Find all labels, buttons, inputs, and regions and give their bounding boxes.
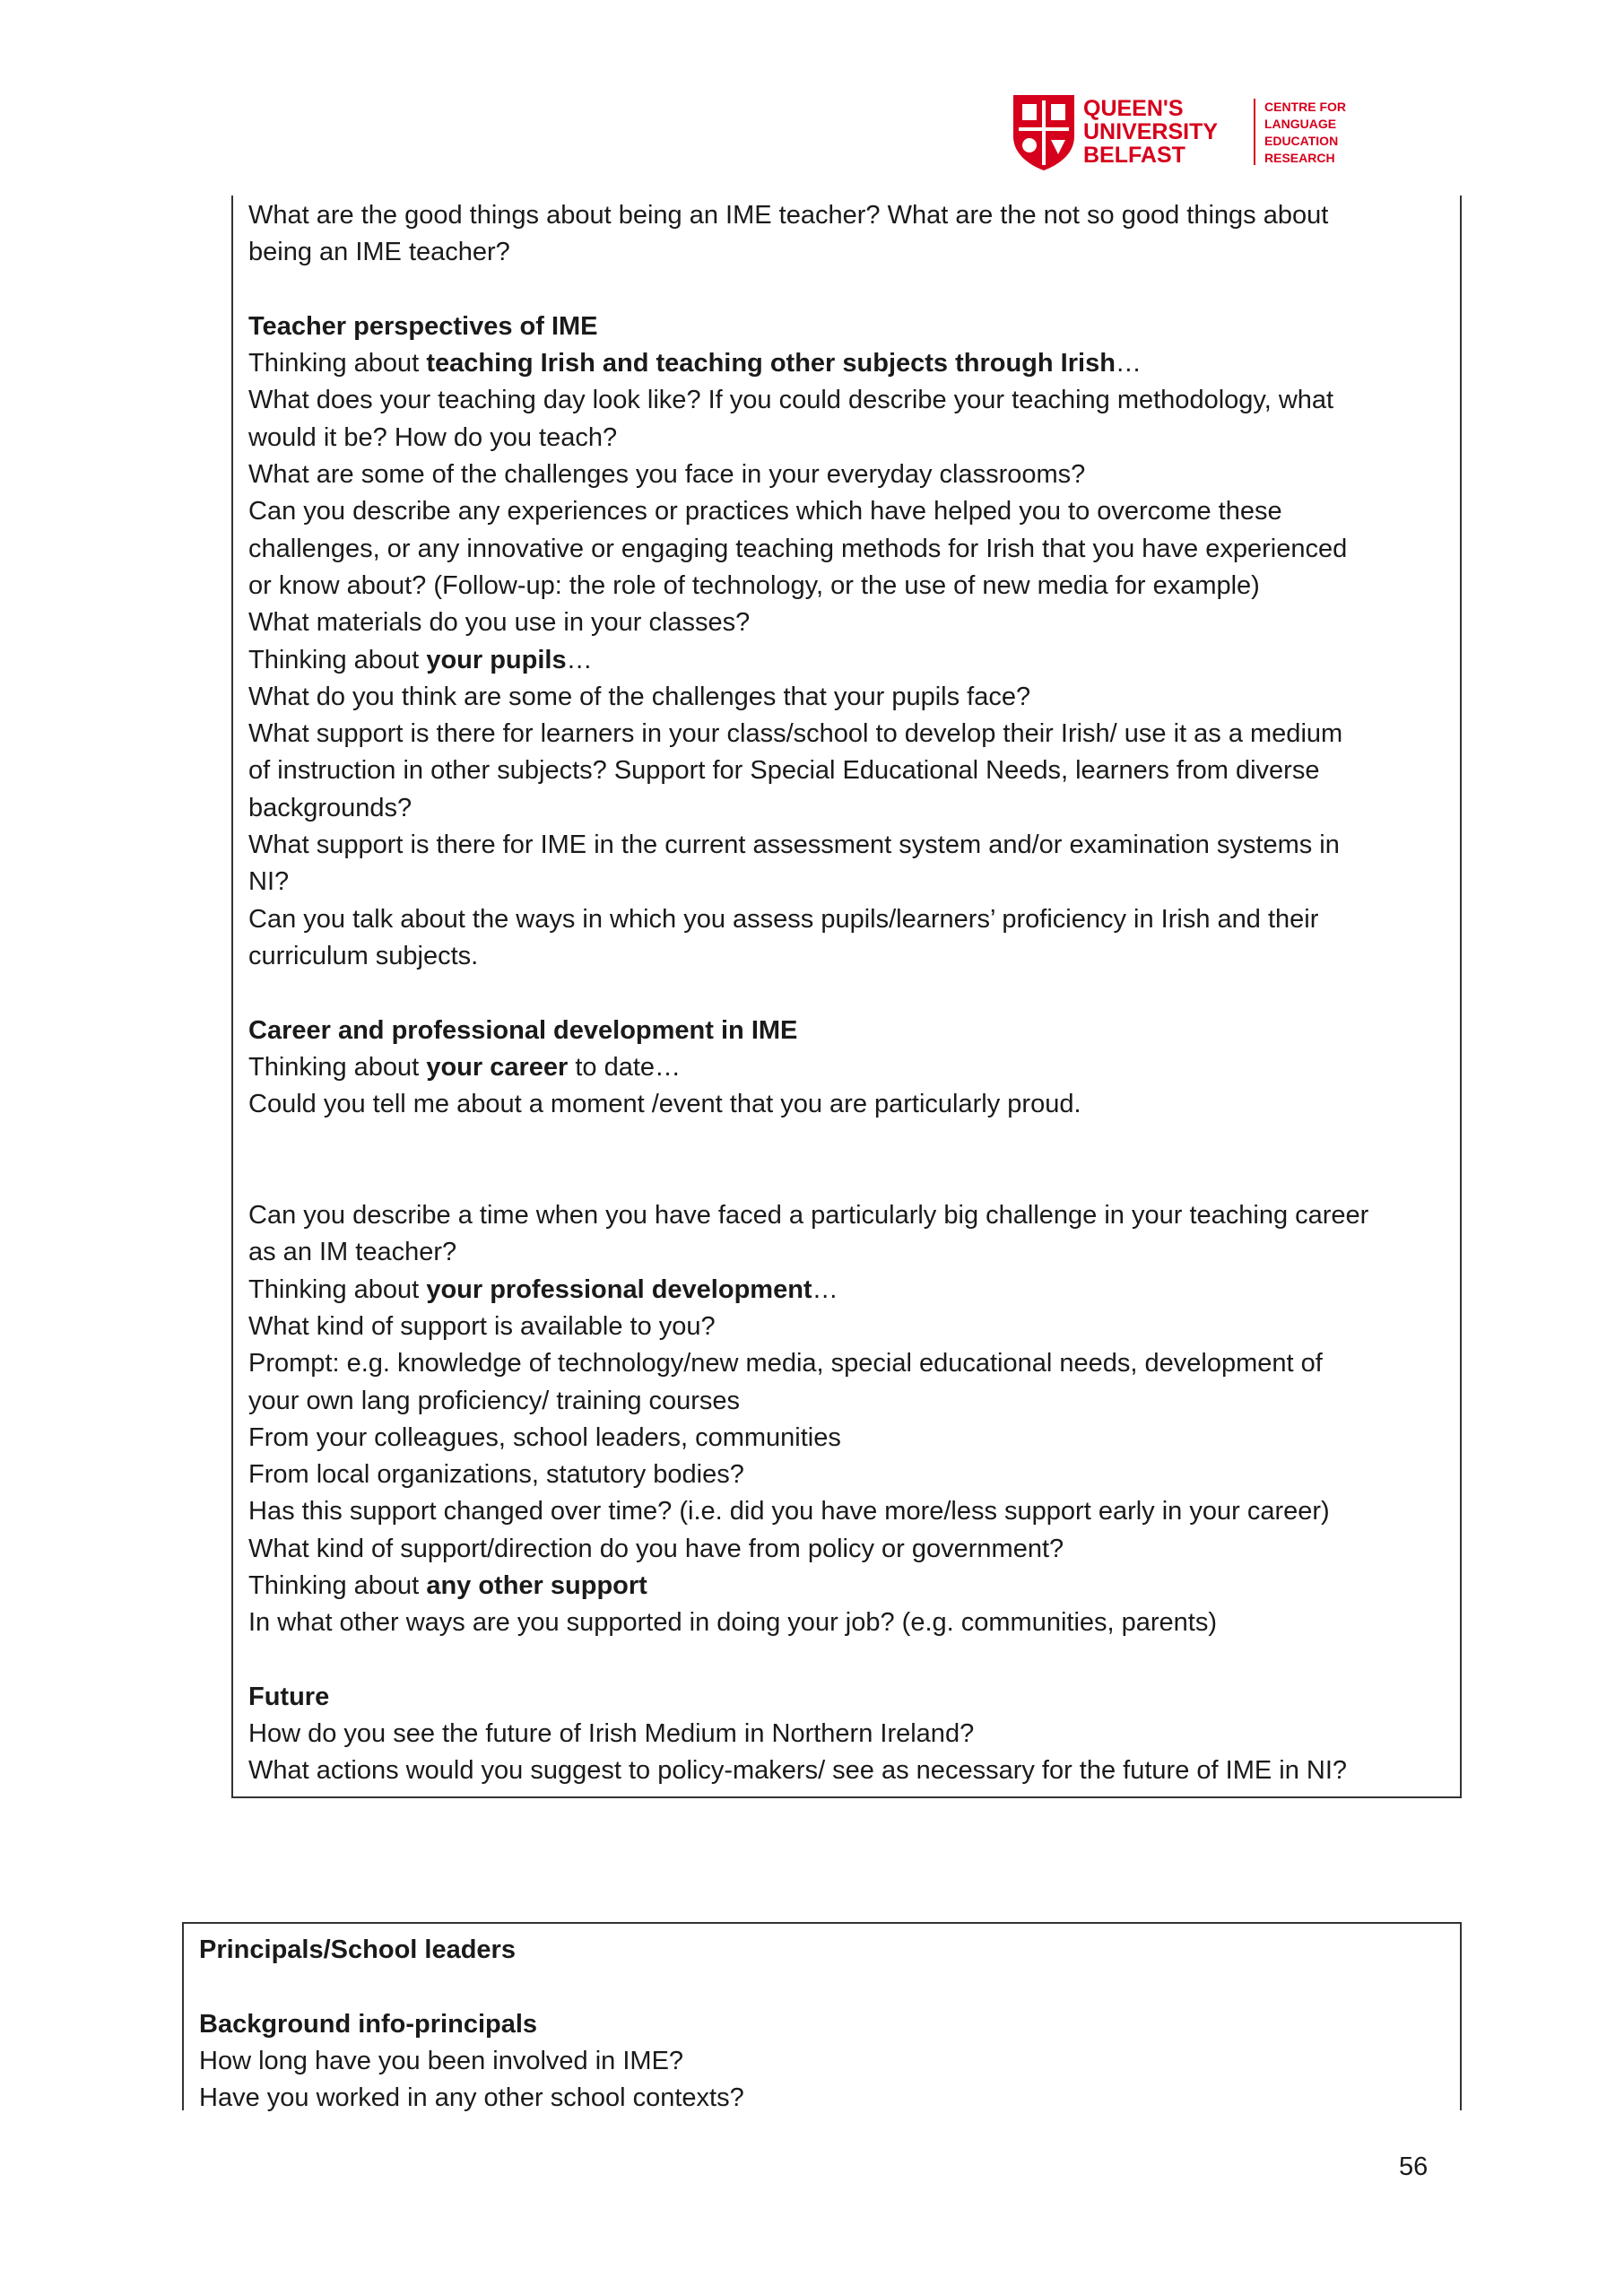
text-line: What kind of support is available to you? bbox=[248, 1311, 716, 1341]
text-line: What are some of the challenges you face in your everyday classrooms? bbox=[248, 460, 1086, 490]
text-line: In what other ways are you supported in doing your job? (e.g. communities, parents) bbox=[248, 1608, 1218, 1638]
section-heading-text: Future bbox=[248, 1682, 330, 1711]
text-line: What support is there for learners in your class/school to develop their Irish/ use it as a medium bbox=[248, 719, 1343, 749]
text-line: What do you think are some of the challenges that your pupils face? bbox=[248, 682, 1031, 711]
box-title-text: Principals/School leaders bbox=[199, 1935, 516, 1964]
centre-name-line: EDUCATION bbox=[1264, 134, 1339, 148]
text-line: Can you describe a time when you have faced a particularly big challenge in your teaching career bbox=[248, 1201, 1369, 1231]
text-line: Prompt: e.g. knowledge of technology/new media, special educational needs, development of bbox=[248, 1349, 1323, 1378]
box-title bbox=[199, 1932, 1451, 1969]
spacer bbox=[248, 272, 1451, 309]
section-heading bbox=[248, 1679, 1451, 1716]
text-line: What kind of support/direction do you have from policy or government? bbox=[248, 1534, 1064, 1563]
prompt-suffix: … bbox=[1115, 349, 1142, 378]
section-heading bbox=[199, 2006, 1451, 2043]
text-line: From your colleagues, school leaders, communities bbox=[248, 1422, 841, 1452]
prompt-emphasis: your professional development bbox=[426, 1274, 812, 1304]
text-line: What materials do you use in your classes? bbox=[248, 608, 751, 638]
spacer bbox=[199, 1969, 1451, 2005]
principals-questions-box bbox=[182, 1922, 1462, 2113]
university-name bbox=[1083, 97, 1263, 167]
text-line: Could you tell me about a moment /event that you are particularly proud. bbox=[248, 1090, 1081, 1119]
prompt-prefix: Thinking about bbox=[248, 1052, 427, 1082]
teacher-questions-box bbox=[231, 196, 1462, 1798]
text-line: Has this support changed over time? (i.e. did you have more/less support early in your career) bbox=[248, 1497, 1330, 1526]
prompt-suffix: … bbox=[566, 645, 593, 674]
text-line: Have you worked in any other school contexts? bbox=[199, 2083, 744, 2113]
section-heading bbox=[248, 309, 1451, 345]
text-line: What actions would you suggest to policy-makers/ see as necessary for the future of IME in NI? bbox=[248, 1756, 1348, 1786]
centre-name-line: RESEARCH bbox=[1264, 151, 1335, 165]
prompt-emphasis: your career bbox=[426, 1052, 569, 1082]
text-line: being an IME teacher? bbox=[248, 238, 510, 267]
section-heading-text: Background info-principals bbox=[199, 2009, 538, 2039]
logo-divider bbox=[1254, 99, 1255, 165]
university-name-line: UNIVERSITY bbox=[1083, 119, 1219, 144]
prompt-prefix: Thinking about bbox=[248, 1570, 427, 1600]
section-heading-text: Teacher perspectives of IME bbox=[248, 311, 598, 341]
prompt-suffix: … bbox=[812, 1274, 838, 1304]
text-line: How do you see the future of Irish Medium in Northern Ireland? bbox=[248, 1719, 975, 1749]
section-heading-text: Career and professional development in IME bbox=[248, 1015, 798, 1045]
text-line: From local organizations, statutory bodies? bbox=[248, 1460, 744, 1490]
text-line: Can you talk about the ways in which you assess pupils/learners’ proficiency in Irish and their bbox=[248, 904, 1319, 934]
text-line: curriculum subjects. bbox=[248, 941, 479, 970]
text-line: challenges, or any innovative or engaging teaching methods for Irish that you have experienced bbox=[248, 534, 1348, 563]
text-line: of instruction in other subjects? Support for Special Educational Needs, learners from diverse bbox=[248, 756, 1320, 786]
university-name-line: BELFAST bbox=[1083, 143, 1185, 168]
spacer bbox=[248, 975, 1451, 1012]
prompt-line bbox=[248, 1049, 1451, 1086]
prompt-line bbox=[248, 642, 1451, 679]
text-line: your own lang proficiency/ training courses bbox=[248, 1386, 741, 1415]
centre-name-line: CENTRE FOR bbox=[1264, 100, 1346, 114]
text-line: would it be? How do you teach? bbox=[248, 422, 618, 452]
prompt-line bbox=[248, 1568, 1451, 1605]
prompt-line bbox=[248, 1272, 1451, 1309]
text-line: as an IM teacher? bbox=[248, 1238, 457, 1267]
prompt-prefix: Thinking about bbox=[248, 645, 427, 674]
section-heading bbox=[248, 1013, 1451, 1049]
text-line: What support is there for IME in the current assessment system and/or examination systems in bbox=[248, 831, 1340, 860]
prompt-emphasis: teaching Irish and teaching other subjects through Irish bbox=[426, 349, 1116, 378]
text-line: or know about? (Follow-up: the role of technology, or the use of new media for example) bbox=[248, 570, 1260, 600]
text-line: Can you describe any experiences or practices which have helped you to overcome these bbox=[248, 497, 1282, 526]
prompt-prefix: Thinking about bbox=[248, 1274, 427, 1304]
university-name-line: QUEEN'S bbox=[1083, 96, 1184, 121]
text-line: What does your teaching day look like? If you could describe your teaching methodology, what bbox=[248, 386, 1334, 415]
prompt-line bbox=[248, 345, 1451, 382]
prompt-prefix: Thinking about bbox=[248, 349, 427, 378]
prompt-emphasis: any other support bbox=[426, 1570, 647, 1600]
crest-icon bbox=[1012, 93, 1076, 172]
centre-name bbox=[1264, 99, 1363, 167]
university-logo bbox=[1012, 93, 1352, 172]
prompt-suffix: to date… bbox=[568, 1052, 682, 1082]
text-line: NI? bbox=[248, 867, 290, 897]
spacer bbox=[248, 1642, 1451, 1679]
prompt-emphasis: your pupils bbox=[426, 645, 567, 674]
centre-name-line: LANGUAGE bbox=[1264, 117, 1337, 131]
page-number: 56 bbox=[1399, 2152, 1429, 2181]
text-line: How long have you been involved in IME? bbox=[199, 2046, 684, 2075]
spacer bbox=[248, 1123, 1451, 1197]
text-line: What are the good things about being an IME teacher? What are the not so good things about bbox=[248, 201, 1329, 230]
text-line: backgrounds? bbox=[248, 793, 413, 822]
